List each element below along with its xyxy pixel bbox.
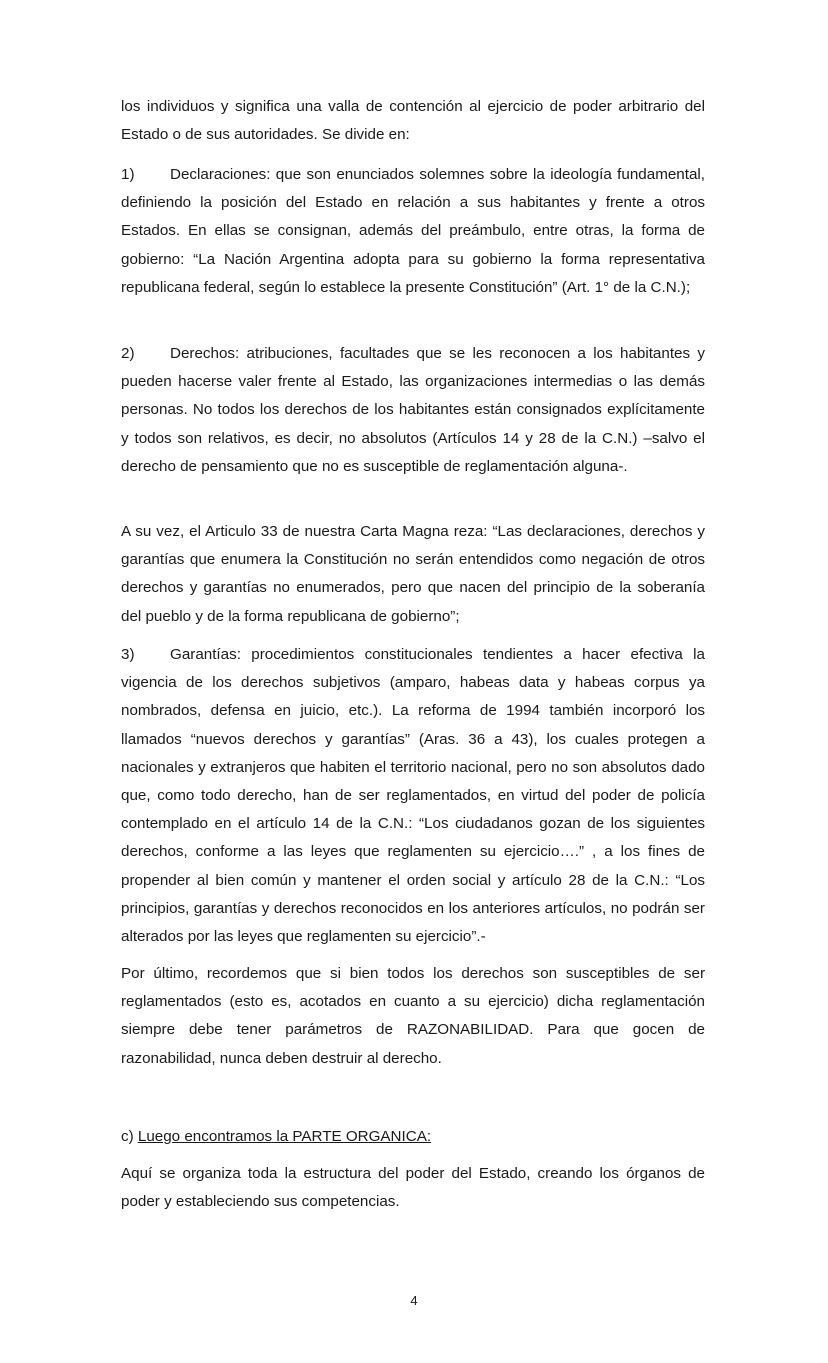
heading-prefix: c) (121, 1128, 138, 1145)
list-number: 1) (121, 166, 135, 183)
list-item-text: Garantías: procedimientos constitucionales tendientes a hacer efectiva la vigencia de los derechos subjetivos (amparo, habeas data y habeas corpus ya nombrados, defensa en juicio, etc.). La reforma de 1994 también incorporó los llamados “nuevos derechos y garantías” (Aras. 36 a 43), los cuales protegen a nacionales y extranjeros que habiten el territorio nacional, pero no son absolutos dado que, como todo derecho, han de ser reglamentados, en virtud del poder de policía contemplado en el artículo 14 de la C.N.: “Los ciudadanos gozan de los siguientes derechos, conforme a las leyes que reglamenten su ejercicio….” , a los fines de propender al bien común y mantener el orden social y artículo 28 de la C.N.: “Los principios, garantías y derechos reconocidos en los anteriores artículos, no podrán ser alterados por las leyes que reglamenten su ejercicio”.- (121, 646, 705, 946)
list-item-declaraciones (121, 161, 705, 302)
list-item-derechos (121, 340, 705, 481)
list-item-text: Declaraciones: que son enunciados solemnes sobre la ideología fundamental, definiendo la posición del Estado en relación a sus habitantes y frente a otros Estados. En ellas se consignan, además del preámbulo, entre otras, la forma de gobierno: “La Nación Argentina adopta para su gobierno la forma representativa republicana federal, según lo establece la presente Constitución” (Art. 1° de la C.N.); (121, 166, 705, 296)
intro-paragraph: los individuos y significa una valla de contención al ejercicio de poder arbitrario del Estado o de sus autoridades. Se divide en: (121, 98, 705, 144)
list-number: 3) (121, 646, 135, 663)
section-heading (121, 1123, 705, 1151)
organica-paragraph: Aquí se organiza toda la estructura del poder del Estado, creando los órganos de poder y estableciendo sus competencias. (121, 1165, 705, 1211)
article-33-paragraph: A su vez, el Articulo 33 de nuestra Carta Magna reza: “Las declaraciones, derechos y garantías que enumera la Constitución no serán entendidos como negación de otros derechos y garantías no enumerados, pero que nacen del principio de la soberanía del pueblo y de la forma republicana de gobierno”; (121, 523, 705, 625)
list-number: 2) (121, 345, 135, 362)
list-item-text: Derechos: atribuciones, facultades que se les reconocen a los habitantes y pueden hacerse valer frente al Estado, las organizaciones intermedias o las demás personas. No todos los derechos de los habitantes están consignados explícitamente y todos son relativos, es decir, no absolutos (Artículos 14 y 28 de la C.N.) –salvo el derecho de pensamiento que no es susceptible de reglamentación alguna-. (121, 345, 705, 475)
heading-underlined: Luego encontramos la PARTE ORGANICA: (137, 1128, 432, 1145)
page-number: 4 (410, 1293, 418, 1308)
list-item-garantias (121, 641, 705, 951)
final-paragraph: Por último, recordemos que si bien todos los derechos son susceptibles de ser reglamentados (esto es, acotados en cuanto a su ejercicio) dicha reglamentación siempre debe tener parámetros de RAZONABILIDAD. Para que gocen de razonabilidad, nunca deben destruir al derecho. (121, 965, 705, 1067)
